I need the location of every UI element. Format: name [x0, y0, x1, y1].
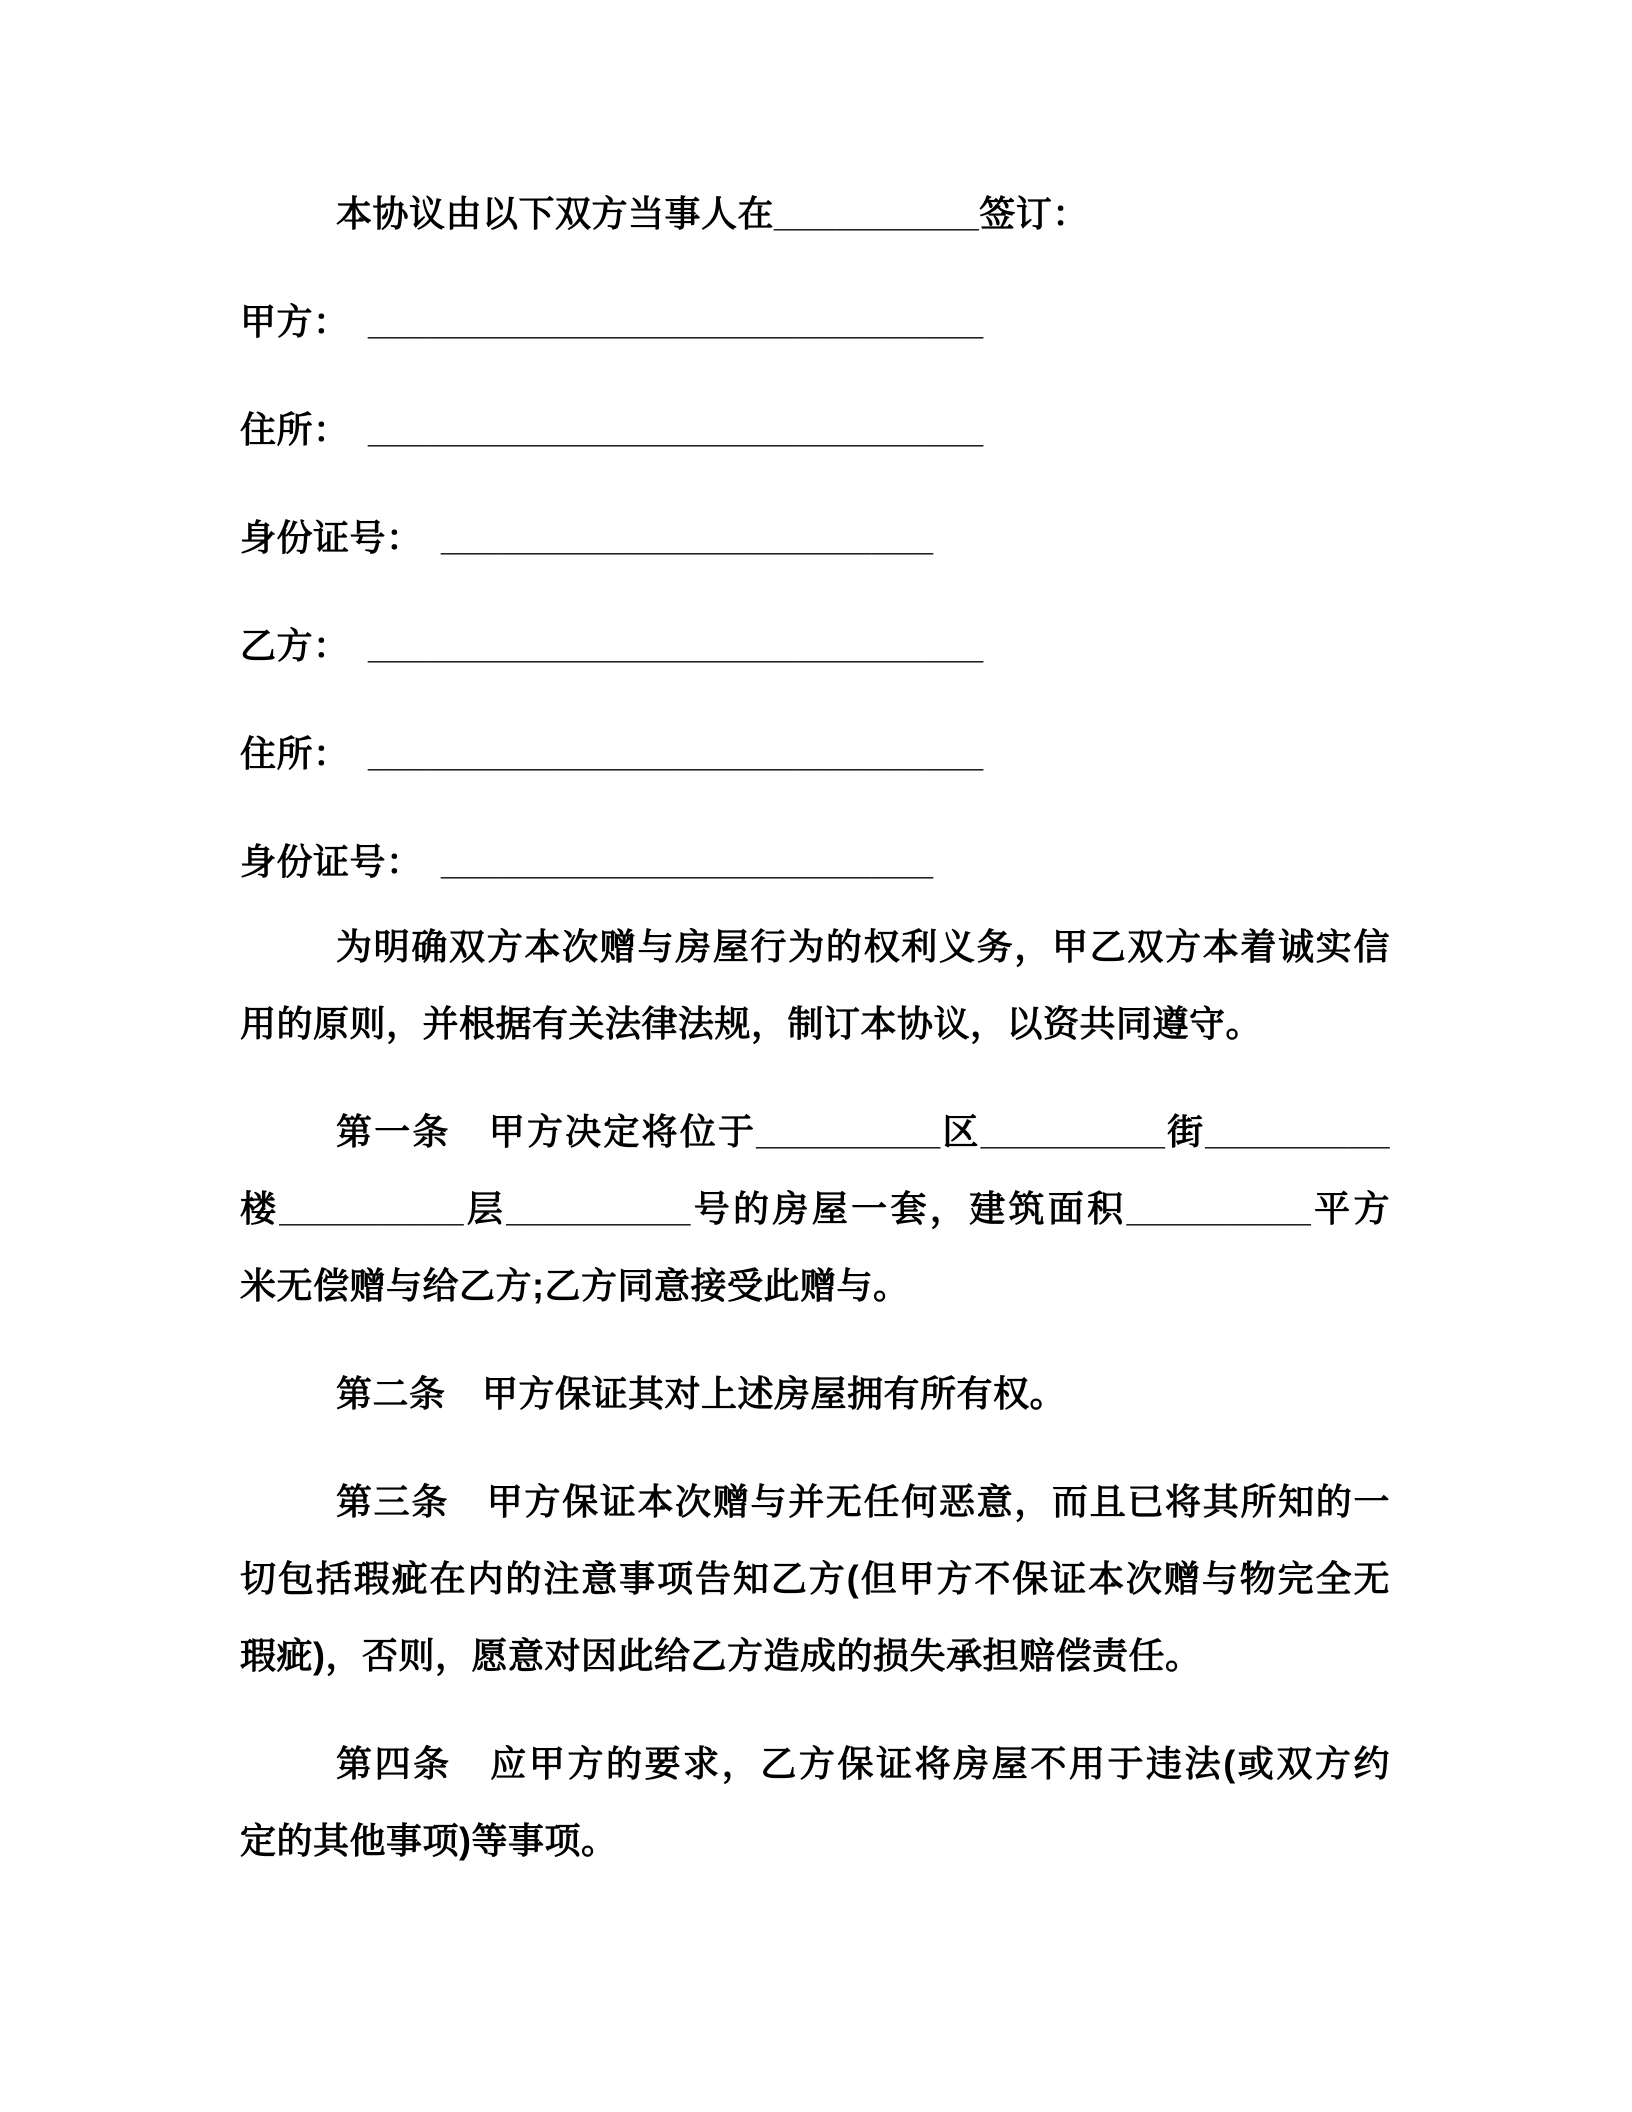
- intro-line: 本协议由以下双方当事人在__________签订：: [336, 193, 1089, 234]
- purpose-line-2: 用的原则，并根据有关法律法规，制订本协议，以资共同遵守。: [240, 1003, 1263, 1044]
- party-a-address-line: 住所： ______________________________: [240, 409, 984, 450]
- article-1-line-2: 楼_________层_________号的房屋一套，建筑面积_________平方: [240, 1188, 1390, 1229]
- party-b-id-line: 身份证号： ________________________: [240, 841, 934, 882]
- article-1-line-1: 第一条 甲方决定将位于_________区_________街_________: [336, 1111, 1390, 1152]
- article-3-line-3: 瑕疵)，否则，愿意对因此给乙方造成的损失承担赔偿责任。: [240, 1635, 1202, 1676]
- article-4-line-2: 定的其他事项)等事项。: [240, 1820, 618, 1861]
- party-a-id-line: 身份证号： ________________________: [240, 517, 934, 558]
- purpose-line-1: 为明确双方本次赠与房屋行为的权利义务，甲乙双方本着诚实信: [336, 926, 1390, 967]
- article-1-line-3: 米无偿赠与给乙方;乙方同意接受此赠与。: [240, 1265, 910, 1306]
- article-2-line: 第二条 甲方保证其对上述房屋拥有所有权。: [336, 1373, 1067, 1414]
- article-3-line-2: 切包括瑕疵在内的注意事项告知乙方(但甲方不保证本次赠与物完全无: [240, 1558, 1390, 1599]
- party-a-name-line: 甲方： ______________________________: [240, 301, 984, 342]
- party-b-name-line: 乙方： ______________________________: [240, 625, 984, 666]
- article-4-line-1: 第四条 应甲方的要求，乙方保证将房屋不用于违法(或双方约: [336, 1743, 1390, 1784]
- article-3-line-1: 第三条 甲方保证本次赠与并无任何恶意，而且已将其所知的一: [336, 1481, 1390, 1522]
- party-b-address-line: 住所： ______________________________: [240, 733, 984, 774]
